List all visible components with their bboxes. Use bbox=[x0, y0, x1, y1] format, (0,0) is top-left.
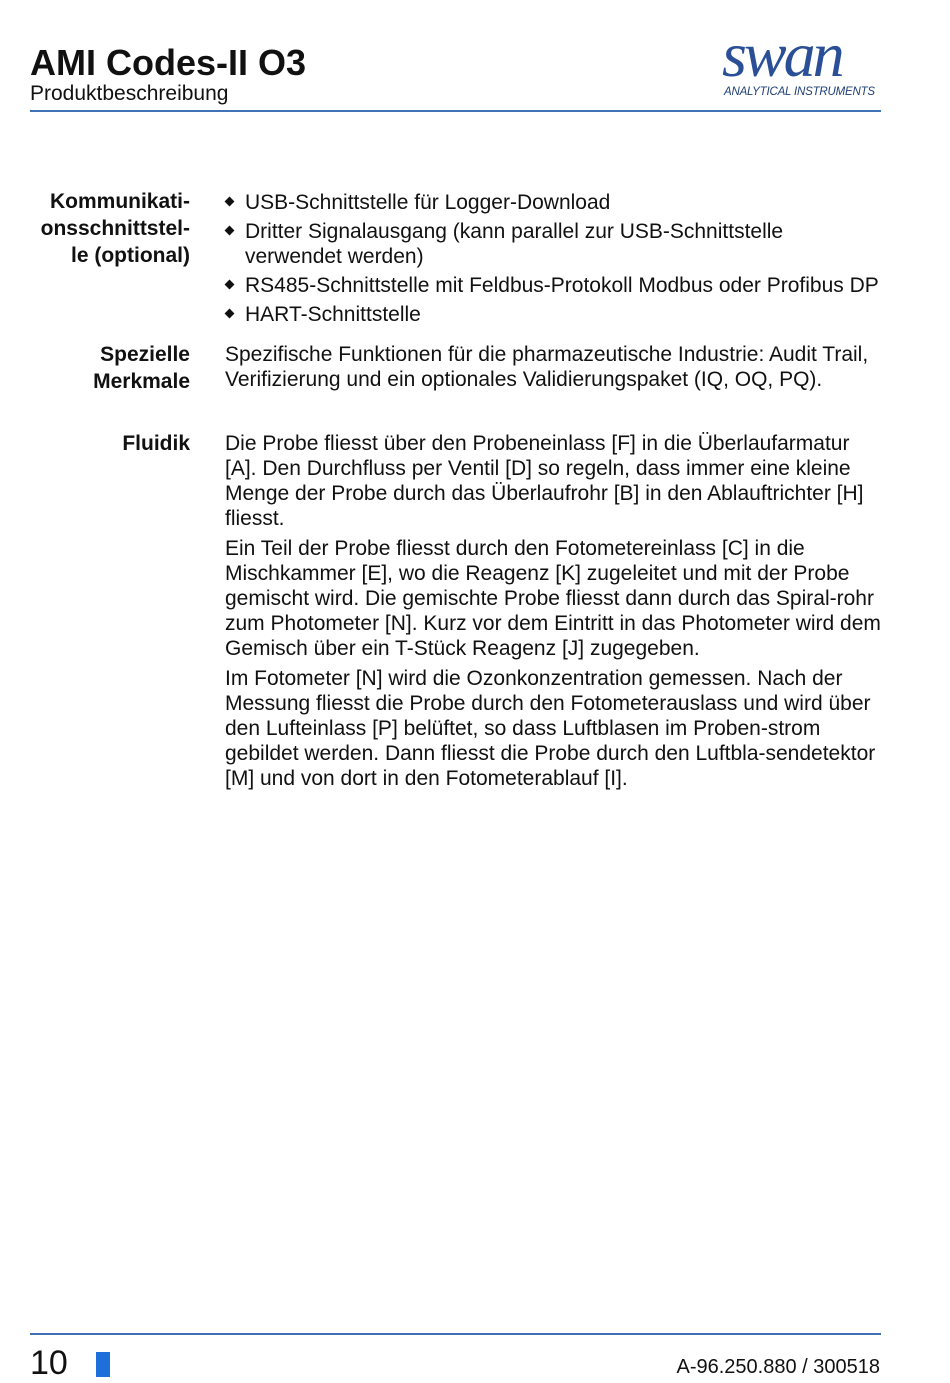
section-special bbox=[225, 342, 885, 397]
fluidics-paragraph: Ein Teil der Probe fliesst durch den Fotometereinlass [C] in die Mischkammer [E], wo die Reagenz [K] zugeleitet und mit der Probe gemischt wird. Die gemischte Probe fliesst dann durch das Spiral-rohr zum Photometer [N]. Kurz vor dem Eintritt in das Photometer wird dem Gemisch über ein T-Stück Reagenz [J] zugegeben. bbox=[225, 537, 881, 660]
fluidics-paragraph: Die Probe fliesst über den Probeneinlass [F] in die Überlaufarmatur [A]. Den Durchfluss per Ventil [D] so regeln, dass immer eine kleine Menge der Probe durch das Überlaufrohr [B] in den Ablauftrichter [H] fliesst. bbox=[225, 432, 864, 530]
list-item: Dritter Signalausgang (kann parallel zur USB-Schnittstelle verwendet werden) bbox=[225, 219, 885, 269]
logo-wordmark: swan bbox=[722, 24, 842, 84]
section-label-special: Spezielle Merkmale bbox=[93, 343, 190, 393]
fluidics-paragraph: Im Fotometer [N] wird die Ozonkonzentration gemessen. Nach der Messung fliesst die Probe durch den Fotometerauslass und wird über den Lufteinlass [P] belüftet, so dass Luftblasen im Proben-strom gebildet werden. Dann fliesst die Probe durch den Luftbla-sendetektor [M] und von dort in den Fotometerablauf [I]. bbox=[225, 667, 876, 790]
diamond-bullet-icon bbox=[225, 309, 235, 319]
diamond-bullet-icon bbox=[225, 226, 235, 236]
diamond-bullet-icon bbox=[225, 197, 235, 207]
list-item: RS485-Schnittstelle mit Feldbus-Protokoll Modbus oder Profibus DP bbox=[225, 273, 885, 298]
header-divider bbox=[30, 110, 881, 112]
document-title: AMI Codes-II O3 bbox=[30, 42, 307, 83]
communication-list bbox=[225, 190, 885, 327]
list-item: HART-Schnittstelle bbox=[225, 302, 885, 327]
section-label-fluidics: Fluidik bbox=[122, 432, 190, 455]
document-subtitle: Produktbeschreibung bbox=[30, 82, 229, 105]
diamond-bullet-icon bbox=[225, 280, 235, 290]
logo-tagline: ANALYTICAL INSTRUMENTS bbox=[724, 86, 875, 98]
section-communication bbox=[225, 190, 885, 331]
list-item: USB-Schnittstelle für Logger-Download bbox=[225, 190, 885, 215]
swan-logo bbox=[716, 24, 886, 106]
page-marker-bar bbox=[96, 1352, 110, 1377]
page-number: 10 bbox=[30, 1344, 68, 1382]
document-code: A-96.250.880 / 300518 bbox=[676, 1356, 880, 1378]
section-fluidics bbox=[225, 431, 885, 796]
special-text: Spezifische Funktionen für die pharmazeutische Industrie: Audit Trail, Verifizierung und ein optionales Validierungspaket (IQ, OQ, PQ). bbox=[225, 343, 869, 391]
footer-divider bbox=[30, 1333, 881, 1335]
section-label-communication: Kommunikati- onsschnittstel- le (optional) bbox=[40, 190, 190, 267]
swan-logo-icon bbox=[716, 24, 886, 84]
